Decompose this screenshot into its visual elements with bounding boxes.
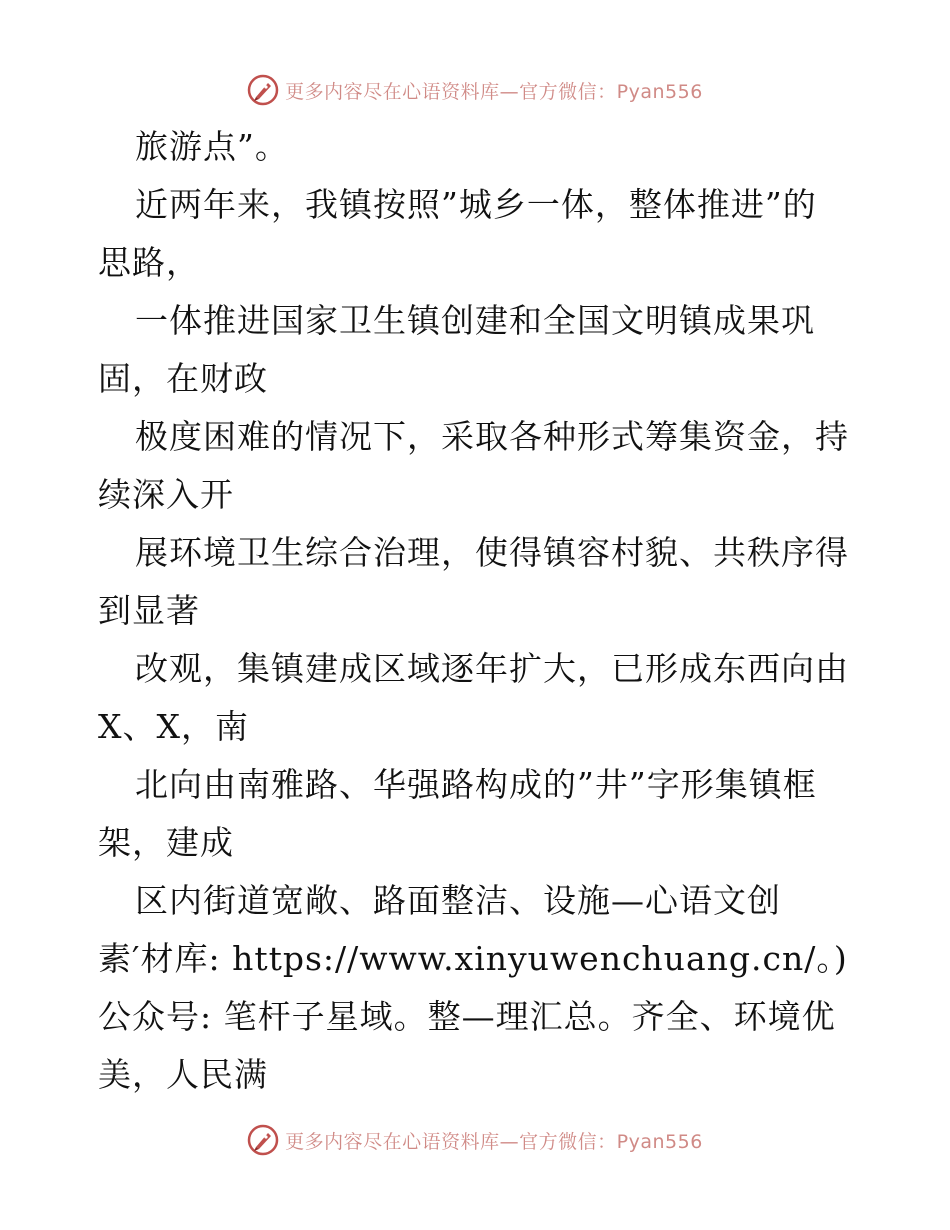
text-line: 区内街道宽敞、路面整洁、设施—心语文创 <box>135 881 781 920</box>
text-line: 思路， <box>98 243 200 282</box>
text-line: 展环境卫生综合治理，使得镇容村貌、共秩序得 <box>135 533 849 572</box>
text-line: 旅游点”。 <box>135 127 289 166</box>
text-line: 美，人民满 <box>98 1055 268 1094</box>
text-line: 到显著 <box>98 591 200 630</box>
footer-watermark <box>0 1122 950 1158</box>
text-line: 近两年来，我镇按照”城乡一体，整体推进”的 <box>135 185 817 224</box>
text-line: 公众号: 笔杆子星域。整—理汇总。齐全、环境优 <box>98 997 836 1036</box>
text-line: 固，在财政 <box>98 359 268 398</box>
text-line: 架，建成 <box>98 823 234 862</box>
text-line: 一体推进国家卫生镇创建和全国文明镇成果巩 <box>135 301 815 340</box>
text-line: 改观，集镇建成区域逐年扩大，已形成东西向由 <box>135 649 849 688</box>
watermark-text: 更多内容尽在心语资料库—官方微信：Pyan556 <box>285 1130 703 1153</box>
pen-nib-logo-icon <box>247 1124 279 1156</box>
watermark-text: 更多内容尽在心语资料库—官方微信：Pyan556 <box>285 80 703 103</box>
text-line: 续深入开 <box>98 475 234 514</box>
text-line: 素′材库: https://www.xinyuwenchuang.cn/。) <box>98 939 848 978</box>
header-watermark <box>0 72 950 108</box>
text-line: 极度困难的情况下，采取各种形式筹集资金，持 <box>135 417 849 456</box>
text-line: 北向由南雅路、华强路构成的”井”字形集镇框 <box>135 765 817 804</box>
text-line: X、X，南 <box>98 707 249 746</box>
pen-nib-logo-icon <box>247 74 279 106</box>
